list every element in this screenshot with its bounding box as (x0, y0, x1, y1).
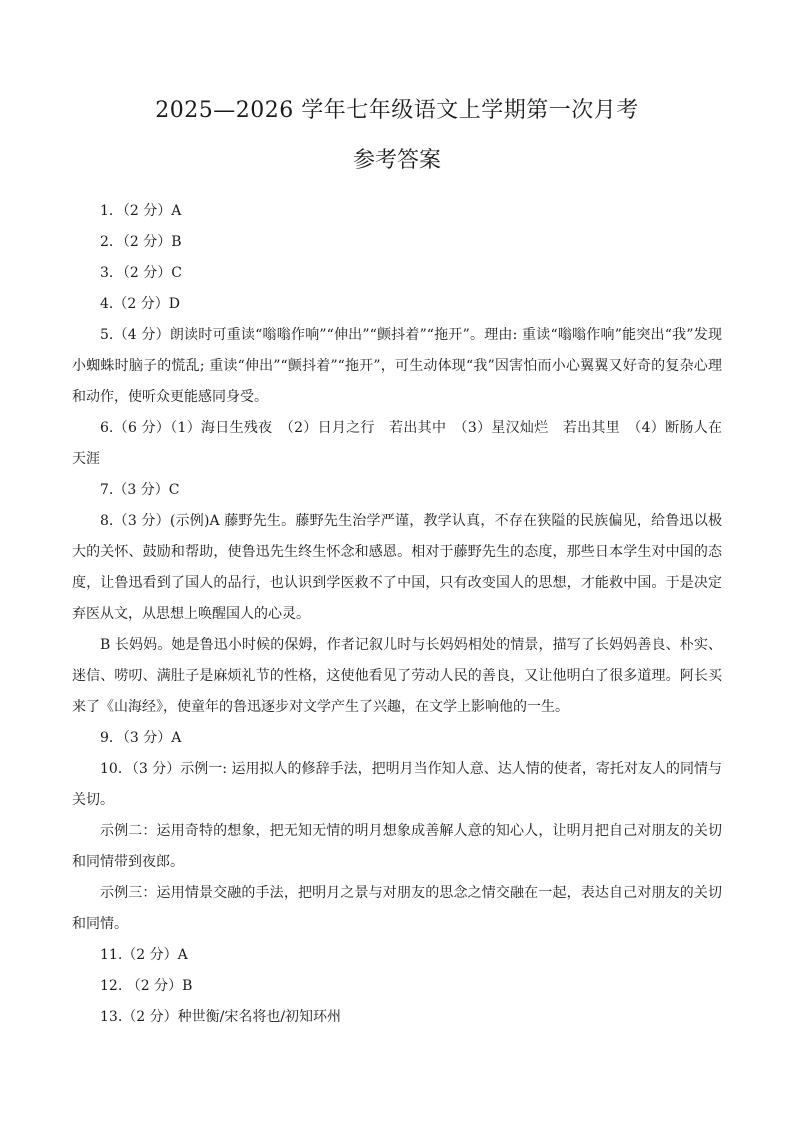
answer-item-10c: 示例三：运用情景交融的手法，把明月之景与对朋友的思念之情交融在一起，表达自己对朋友的关切和同情。 (72, 885, 722, 932)
answer-item-13: 13.（2 分）种世衡/宋名将也/初知环州 (100, 1009, 342, 1025)
answer-item-3: 3．（2 分）C (100, 265, 182, 281)
answer-item-4: 4.（2 分）D (100, 296, 180, 312)
answer-list (72, 196, 722, 1033)
answer-item-7: 7.（3 分）C (100, 482, 180, 498)
page-title: 2025—2026 学年七年级语文上学期第一次月考 (155, 98, 639, 123)
answer-item-5: 5.（4 分）朗读时可重读“嗡嗡作响”“伸出”“颤抖着”“拖开”。理由: 重读“嗡嗡作响”能突出“我”发现小蜘蛛时脑子的慌乱; 重读“伸出”“颤抖着”“拖开”，可生动体现“我”因害怕而小心翼翼又好奇的复杂心理和动作，使听众更能感同身受。 (72, 327, 722, 405)
answer-item-8a: 8.（3 分）(示例)A 藤野先生。藤野先生治学严谨，教学认真，不存在狭隘的民族偏见，给鲁迅以极大的关怀、鼓励和帮助，使鲁迅先生终生怀念和感恩。相对于藤野先生的态度，那些日本学生对中国的态度，让鲁迅看到了国人的品行，也认识到学医救不了中国，只有改变国人的思想，才能救中国。于是决定弃医从文，从思想上唤醒国人的心灵。 (72, 513, 722, 622)
answer-item-11: 11.（2 分）A (100, 947, 188, 963)
answer-item-8b: B 长妈妈。她是鲁迅小时候的保姆，作者记叙儿时与长妈妈相处的情景，描写了长妈妈善良、朴实、迷信、唠叨、满肚子是麻烦礼节的性格，这使他看见了劳动人民的善良，又让他明白了很多道理。阿长买来了《山海经》，使童年的鲁迅逐步对文学产生了兴趣，在文学上影响他的一生。 (72, 637, 722, 715)
answer-item-10a: 10．（3 分）示例一: 运用拟人的修辞手法，把明月当作知人意、达人情的使者，寄托对友人的同情与关切。 (72, 761, 722, 808)
answer-item-2: 2．（2 分）B (100, 234, 182, 250)
answer-item-9: 9．（3 分）A (100, 730, 182, 746)
page-subtitle: 参考答案 (352, 148, 441, 173)
answer-item-12: 12. （2 分）B (100, 978, 193, 994)
answer-item-1: 1．（2 分）A (100, 203, 182, 219)
answer-item-10b: 示例二：运用奇特的想象，把无知无情的明月想象成善解人意的知心人，让明月把自己对朋友的关切和同情带到夜郎。 (72, 823, 722, 870)
answer-item-6: 6.（6 分）（1）海日生残夜 （2）日月之行 若出其中 （3）星汉灿烂 若出其里 （4）断肠人在天涯 (72, 420, 722, 467)
